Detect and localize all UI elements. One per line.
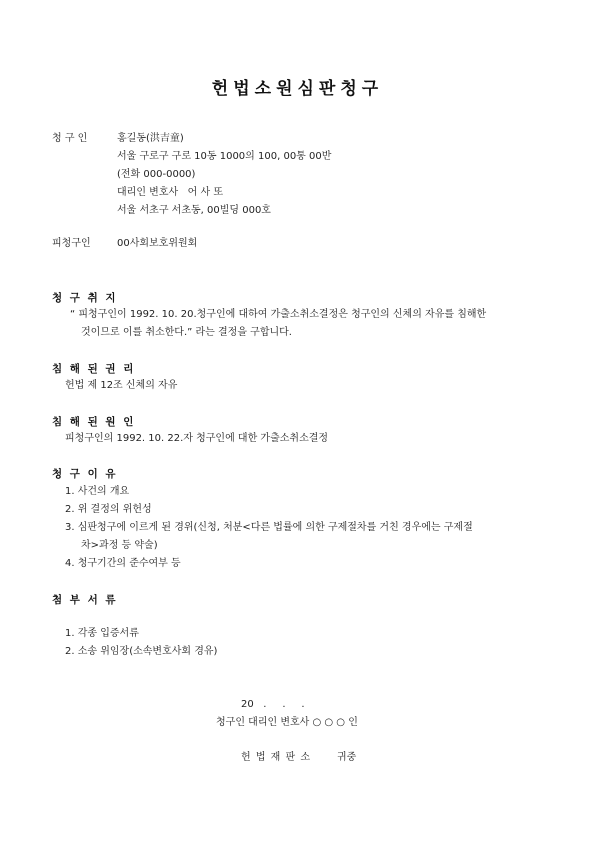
attachment-item-2: 2. 소송 위임장(소속변호사회 경유) <box>65 646 218 657</box>
claimant-address: 서울 구로구 구로 10동 1000의 100, 00통 00반 <box>117 151 332 162</box>
footer-court: 헌 법 재 판 소 <box>241 752 312 763</box>
respondent-name: 00사회보호위원회 <box>117 238 198 249</box>
respondent-label: 피청구인 <box>52 238 91 249</box>
attachments-heading: 첨 부 서 류 <box>52 594 118 606</box>
reason-item-3-line-1: 3. 심판청구에 이르게 된 경위(신청, 처분<다른 법률에 의한 구제절차를 거친 경우에는 구제절 <box>65 522 473 533</box>
claimant-agent-address: 서울 서초구 서초동, 00빌딩 000호 <box>117 205 271 216</box>
infringed-right-text: 헌법 제 12조 신체의 자유 <box>65 380 178 391</box>
document-title: 헌법소원심판청구 <box>211 79 384 99</box>
purpose-heading: 청 구 취 지 <box>52 292 118 304</box>
claimant-label: 청 구 인 <box>52 133 88 144</box>
infringed-right-heading: 침 해 된 권 리 <box>52 363 136 375</box>
claimant-agent: 대리인 변호사 어 사 또 <box>117 187 224 198</box>
infringement-cause-heading: 침 해 된 원 인 <box>52 416 136 428</box>
reason-item-4: 4. 청구기간의 준수여부 등 <box>65 558 181 569</box>
reasons-heading: 청 구 이 유 <box>52 468 118 480</box>
footer-date: 20 . . . <box>241 699 305 710</box>
claimant-phone: (전화 000-0000) <box>117 169 196 180</box>
infringement-cause-text: 피청구인의 1992. 10. 22.자 청구인에 대한 가출소취소결정 <box>65 433 329 444</box>
footer-signature: 청구인 대리인 변호사 ○ ○ ○ 인 <box>216 717 358 728</box>
footer-honorific: 귀중 <box>337 752 357 763</box>
purpose-line-2: 것이므로 이를 취소한다.” 라는 결정을 구합니다. <box>81 327 292 338</box>
reason-item-1: 1. 사건의 개요 <box>65 486 130 497</box>
claimant-name: 홍길동(洪吉童) <box>117 133 184 144</box>
purpose-line-1: “ 피청구인이 1992. 10. 20.청구인에 대하여 가출소취소결정은 청구인의 신체의 자유를 침해한 <box>70 309 487 320</box>
reason-item-3-line-2: 차>과정 등 약술) <box>81 540 158 551</box>
reason-item-2: 2. 위 결정의 위헌성 <box>65 504 152 515</box>
attachment-item-1: 1. 각종 입증서류 <box>65 628 139 639</box>
